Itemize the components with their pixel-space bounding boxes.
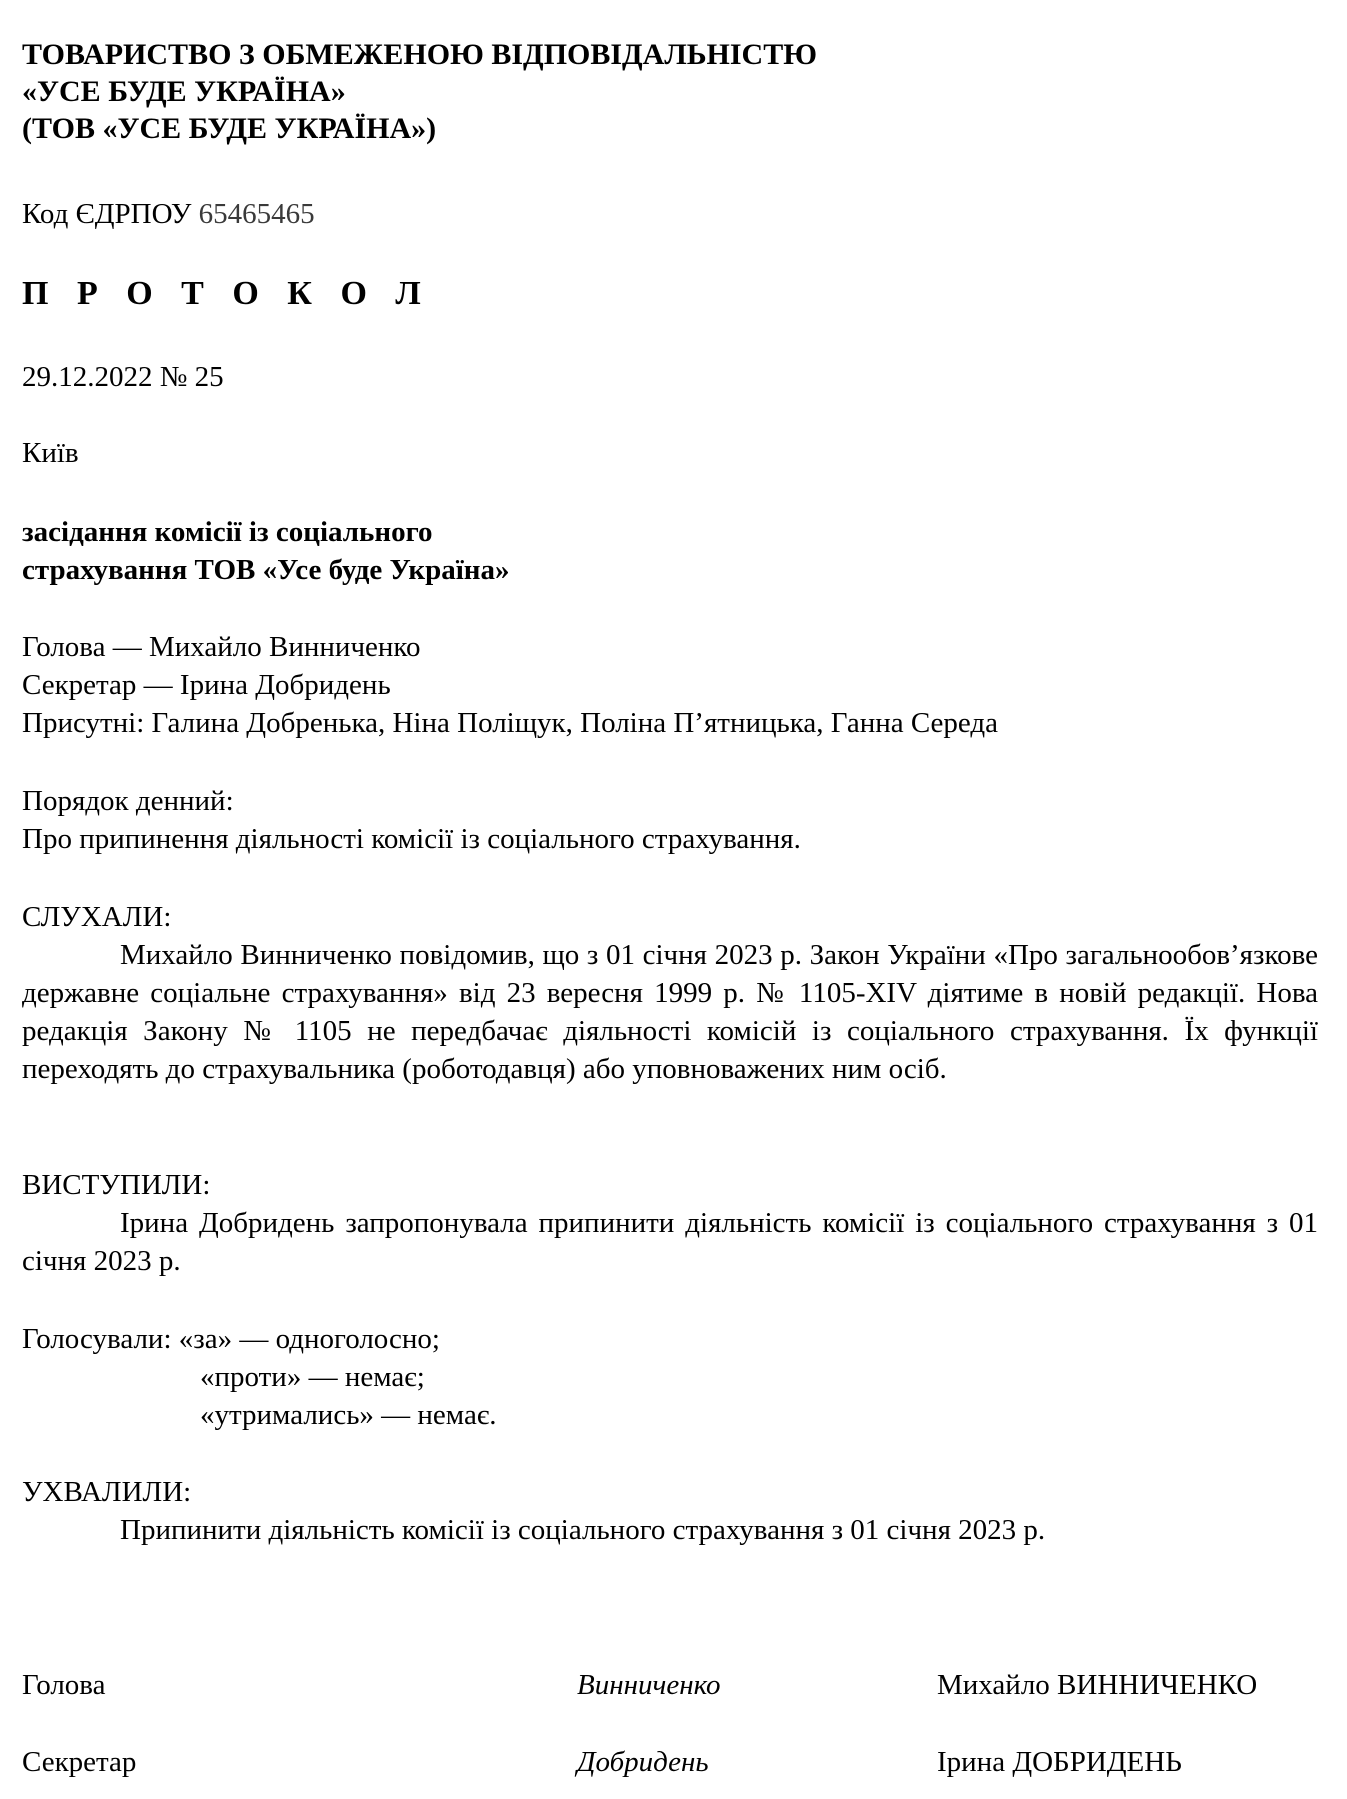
agenda-label: Порядок денний: — [22, 785, 234, 817]
city: Київ — [22, 437, 79, 469]
spoke-text: Ірина Добридень запропонувала припинити діяльність комісії із соціального страхування з 01 січня 2023 р. — [22, 1207, 1318, 1277]
company-name-line2: «УСЕ БУДЕ УКРАЇНА» — [22, 75, 346, 108]
resolved-text: Припинити діяльність комісії із соціального страхування з 01 січня 2023 р. — [120, 1514, 1046, 1546]
signature-row-secretary — [22, 1743, 1318, 1781]
signature-role: Голова — [22, 1669, 106, 1701]
edrpou-value: 65465465 — [198, 198, 315, 230]
signatory-name: Михайло ВИННИЧЕНКО — [937, 1669, 1258, 1701]
vote-label: Голосували: — [22, 1323, 172, 1355]
spoke-label: ВИСТУПИЛИ: — [22, 1169, 211, 1201]
vote-against: «проти» — немає; — [200, 1361, 425, 1393]
vote-for: «за» — одноголосно; — [178, 1323, 440, 1355]
vote-abstained: «утримались» — немає. — [200, 1399, 497, 1431]
company-short-name: (ТОВ «УСЕ БУДЕ УКРАЇНА») — [22, 112, 437, 145]
agenda-item: Про припинення діяльності комісії із соціального страхування. — [22, 823, 801, 855]
heard-label: СЛУХАЛИ: — [22, 901, 172, 933]
secretary-line: Секретар — Ірина Добридень — [22, 669, 391, 701]
signature-mark: Винниченко — [577, 1669, 721, 1701]
resolved-label: УХВАЛИЛИ: — [22, 1476, 192, 1508]
signature-mark: Добридень — [577, 1746, 709, 1778]
subject-line2: страхування ТОВ «Усе буде Україна» — [22, 554, 510, 586]
signatory-name: Ірина ДОБРИДЕНЬ — [937, 1746, 1182, 1778]
document-type-title: П Р О Т О К О Л — [22, 275, 431, 312]
company-name-line1: ТОВАРИСТВО З ОБМЕЖЕНОЮ ВІДПОВІДАЛЬНІСТЮ — [22, 38, 817, 71]
present-line: Присутні: Галина Добренька, Ніна Поліщук, Поліна П’ятницька, Ганна Середа — [22, 707, 999, 739]
date-and-number: 29.12.2022 № 25 — [22, 361, 224, 393]
signature-row-chair — [22, 1666, 1318, 1704]
vote-line — [22, 1320, 440, 1358]
signature-role: Секретар — [22, 1746, 137, 1778]
subject-line1: засідання комісії із соціального — [22, 516, 433, 548]
edrpou-label: Код ЄДРПОУ — [22, 198, 192, 230]
heard-text: Михайло Винниченко повідомив, що з 01 січня 2023 р. Закон України «Про загальнообов’язкове державне соціальне страхування» від 23 вересня 1999 р. № 1105-XIV діятиме в новій редакції. Нова редакція Закону № 1105 не передбачає діяльності комісій із соціального страхування. Їх функції переходять до страхувальника (роботодавця) або уповноважених ним осіб. — [22, 939, 1318, 1085]
edrpou-code — [22, 195, 315, 233]
chair-line: Голова — Михайло Винниченко — [22, 631, 421, 663]
